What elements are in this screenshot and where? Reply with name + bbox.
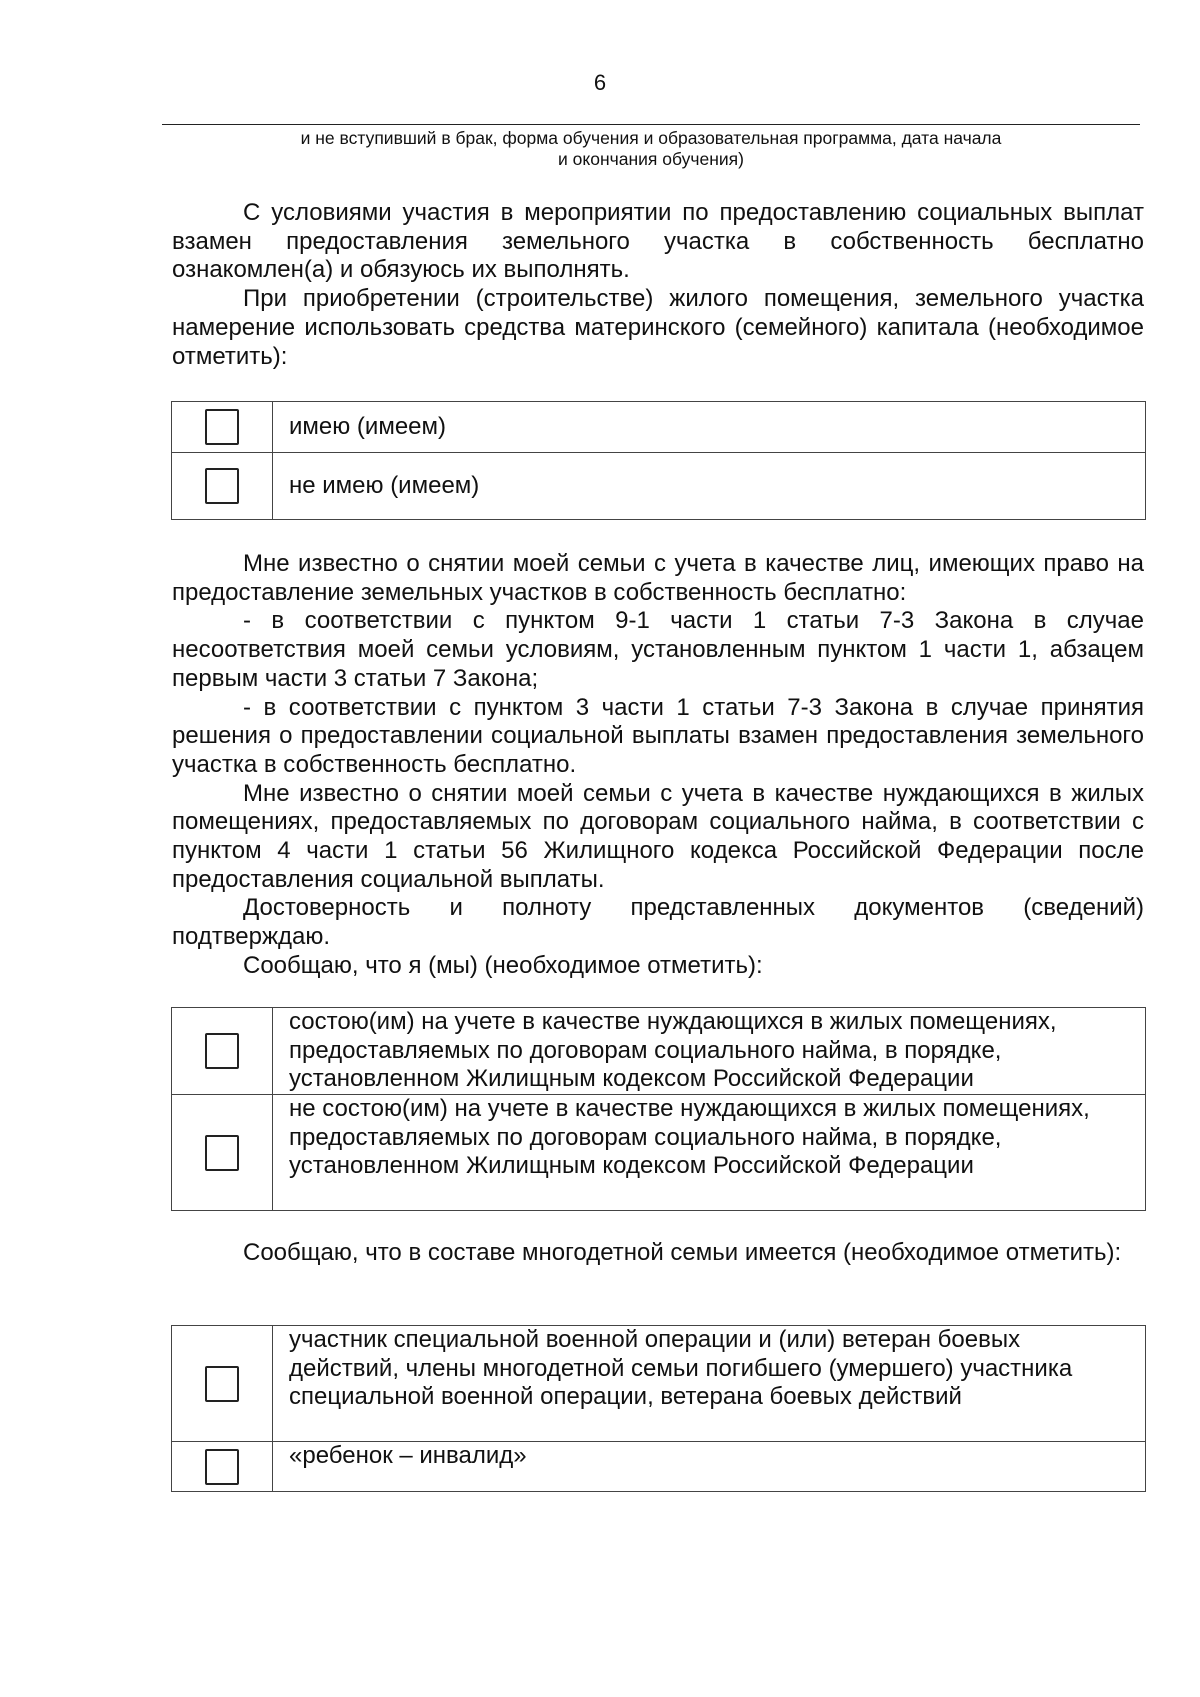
table-row [172,1095,1146,1211]
header-caption-line-2: и окончания обучения) [558,149,744,169]
awareness-section [172,550,1144,981]
checkbox-cell [172,1326,273,1442]
option-label: не имею (имеем) [273,453,1146,520]
checkbox-cell [172,1008,273,1095]
large-family-table [171,1325,1146,1492]
housing-awareness-paragraph: Мне известно о снятии моей семьи с учета в качестве нуждающихся в жилых помещениях, предоставляемых по договорам социального найма, в соответствии с пунктом 4 части 1 статьи 56 Жилищного кодекса Российской Федерации после предоставления социальной выплаты. [172,779,1144,893]
table-row [172,453,1146,520]
option-label: участник специальной военной операции и (или) ветеран боевых действий, члены многодетной семьи погибшего (умершего) участника специальной военной операции, ветерана боевых действий [273,1326,1146,1442]
header-caption [162,128,1140,170]
no-capital-checkbox[interactable] [205,468,239,504]
military-participant-checkbox[interactable] [205,1366,239,1402]
disabled-child-checkbox[interactable] [205,1449,239,1485]
maternity-capital-table [171,401,1146,520]
conditions-paragraph: С условиями участия в мероприятии по предоставлению социальных выплат взамен предоставления земельного участка в собственность бесплатно ознакомлен(а) и обязуюсь их выполнять. [172,199,1144,284]
registration-intro-paragraph: Сообщаю, что я (мы) (необходимое отметить): [243,951,763,979]
page-number: 6 [593,70,607,95]
table-row [172,1008,1146,1095]
maternity-capital-paragraph: При приобретении (строительстве) жилого помещения, земельного участка намерение использовать средства материнского (семейного) капитала (необходимое отметить): [172,285,1144,370]
registration-status-table [171,1007,1146,1211]
header-divider [162,124,1140,125]
checkbox-cell [172,1442,273,1492]
option-label: не состою(им) на учете в качестве нуждающихся в жилых помещениях, предоставляемых по договорам социального найма, в порядке, установленном Жилищным кодексом Российской Федерации [273,1095,1146,1211]
large-family-section [172,1239,1144,1268]
table-row [172,1442,1146,1492]
clause-3-paragraph: - в соответствии с пунктом 3 части 1 статьи 7-3 Закона в случае принятия решения о предоставлении социальной выплаты взамен предоставления земельного участка в собственность бесплатно. [172,693,1144,778]
table-row [172,1326,1146,1442]
have-capital-checkbox[interactable] [205,409,239,445]
table-row [172,402,1146,453]
awareness-paragraph: Мне известно о снятии моей семьи с учета в качестве лиц, имеющих право на предоставление земельных участков в собственность бесплатно: [172,550,1144,606]
checkbox-cell [172,453,273,520]
checkbox-cell [172,402,273,453]
clause-9-1-paragraph: - в соответствии с пунктом 9-1 части 1 статьи 7-3 Закона в случае несоответствия моей семьи условиям, установленным пунктом 1 части 1, абзацем первым части 3 статьи 7 Закона; [172,607,1144,692]
header-caption-line-1: и не вступивший в брак, форма обучения и образовательная программа, дата начала [300,128,1002,148]
registered-checkbox[interactable] [205,1033,239,1069]
option-label: имею (имеем) [273,402,1146,453]
confirmation-paragraph: Достоверность и полноту представленных документов (сведений) подтверждаю. [172,894,1144,951]
conditions-section [172,199,1144,371]
checkbox-cell [172,1095,273,1211]
not-registered-checkbox[interactable] [205,1135,239,1171]
large-family-paragraph: Сообщаю, что в составе многодетной семьи имеется (необходимое отметить): [243,1239,1122,1266]
option-label: «ребенок – инвалид» [273,1442,1146,1492]
option-label: состою(им) на учете в качестве нуждающихся в жилых помещениях, предоставляемых по договорам социального найма, в порядке, установленном Жилищным кодексом Российской Федерации [273,1008,1146,1095]
